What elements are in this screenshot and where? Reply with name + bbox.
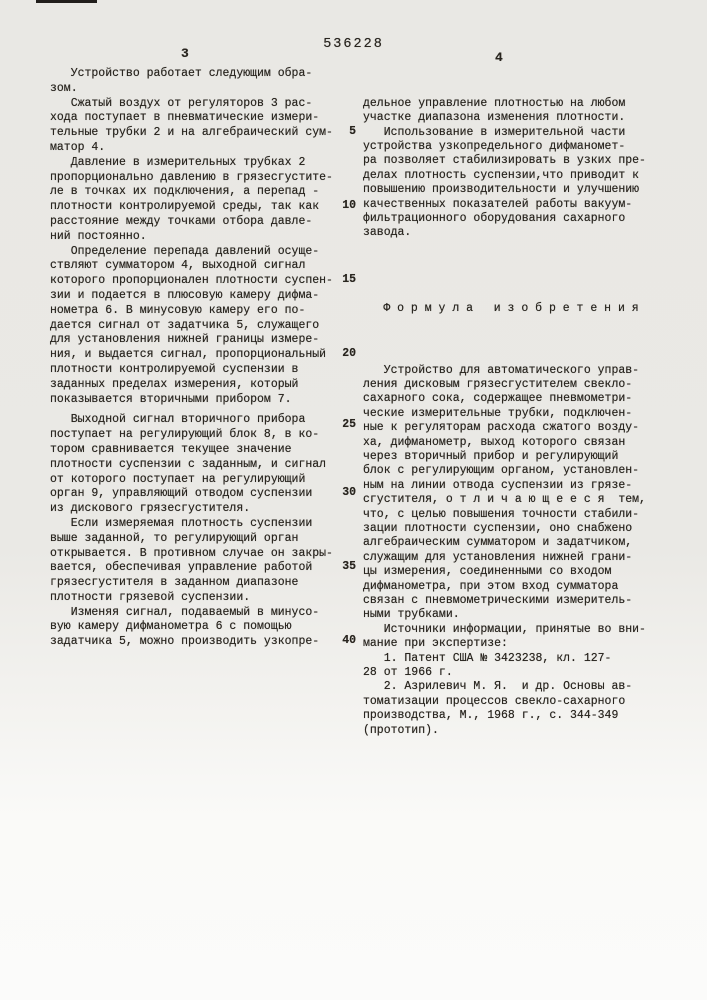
left-column-line: из дискового грязесгустителя. [50, 502, 251, 516]
right-column-line: через вторичный прибор и регулирующий [363, 449, 619, 463]
right-column-line: ные к регуляторам расхода сжатого возду- [363, 421, 640, 435]
right-column-line: ными трубками. [363, 608, 460, 622]
left-column-line: ствляют сумматором 4, выходной сигнал [50, 259, 306, 273]
right-column-line: производства, М., 1968 г., с. 344-349 [363, 709, 619, 723]
gutter-line-number: 20 [342, 347, 356, 360]
left-column-line: ле в точках их подключения, а перепад - [50, 185, 320, 199]
right-column-line: завода. [363, 226, 412, 240]
right-column-line: 2. Азрилевич М. Я. и др. Основы ав- [363, 680, 633, 694]
right-column-line: фильтрационного оборудования сахарного [363, 212, 626, 226]
right-column-text [363, 68, 659, 767]
right-column-line: 28 от 1966 г. [363, 666, 453, 680]
gutter-line-number: 30 [342, 486, 356, 499]
left-column-line: матор 4. [50, 140, 106, 154]
left-column-line: зом. [50, 81, 78, 95]
right-column-line: (прототип). [363, 723, 439, 737]
right-column-line: ра позволяет стабилизировать в узких пре- [363, 154, 646, 168]
gutter-line-number: 35 [342, 560, 356, 573]
left-column-line: орган 9, управляющий отводом суспензии [50, 487, 313, 501]
right-column-line: что, с целью повышения точности стабили- [363, 507, 640, 521]
right-page-number: 4 [495, 50, 503, 65]
gutter-line-number: 25 [342, 418, 356, 431]
left-column-line: выше заданной, то регулирующий орган [50, 531, 299, 545]
right-column-line: сахарного сока, содержащее пневмометри- [363, 392, 633, 406]
right-column-line: ха, дифманометр, выход которого связан [363, 435, 626, 449]
right-column-formula-body [363, 364, 659, 739]
gutter-line-number: 10 [342, 199, 356, 212]
gutter-line-number: 5 [349, 125, 356, 138]
right-column-line: делах плотность суспензии,что приводит к [363, 168, 640, 182]
patent-number: 536228 [323, 37, 384, 52]
left-column-line: плотности контролируемой суспензии в [50, 362, 299, 376]
right-column-line: 1. Патент США № 3423238, кл. 127- [363, 651, 612, 665]
left-page-number: 3 [181, 46, 189, 61]
right-column-line: алгебраическим сумматором и задатчиком, [363, 536, 633, 550]
left-column-line: хода поступает в пневматические измери- [50, 111, 320, 125]
gutter-line-numbers [336, 0, 356, 1000]
right-column-line: ления дисковым грязесгустителем свекло- [363, 377, 633, 391]
left-column-line: зии и подается в плюсовую камеру дифма- [50, 288, 320, 302]
gutter-line-number: 40 [342, 634, 356, 647]
left-column-line: плотности грязевой суспензии. [50, 590, 251, 604]
left-column-line: плотности суспензии с заданным, и сигнал [50, 457, 327, 471]
left-column-line: заданных пределах измерения, который [50, 377, 299, 391]
left-column-line: Давление в измерительных трубках 2 [50, 155, 306, 169]
left-column-line: ния, и выдается сигнал, пропорциональный [50, 348, 327, 362]
left-column-line: Если измеряемая плотность суспензии [50, 516, 313, 530]
right-column-line: устройства узкопредельного дифманомет- [363, 140, 626, 154]
left-column-line: Выходной сигнал вторичного прибора [50, 413, 306, 427]
left-column-line: открывается. В противном случае он закры- [50, 546, 333, 560]
left-column-line: нометра 6. В минусовую камеру его по- [50, 303, 306, 317]
right-column-line: дифманометра, при этом вход сумматора [363, 579, 619, 593]
left-column-line: грязесгустителя в заданном диапазоне [50, 576, 299, 590]
left-column-line: поступает на регулирующий блок 8, в ко- [50, 428, 320, 442]
right-column-line: Устройство для автоматического управ- [363, 363, 640, 377]
right-column-line: повышению производительности и улучшению [363, 183, 640, 197]
left-column-line: Определение перепада давлений осуще- [50, 244, 320, 258]
left-column-line: Устройство работает следующим обра- [50, 67, 313, 80]
left-column-line: для установления нижней границы измере- [50, 333, 320, 347]
right-column-line: томатизации процессов свекло-сахарного [363, 694, 626, 708]
right-column-line: служащим для установления нижней грани- [363, 550, 633, 564]
right-column-line: сгустителя, о т л и ч а ю щ е е с я тем, [363, 493, 646, 507]
left-column-line: тельные трубки 2 и на алгебраический сум- [50, 126, 333, 140]
right-column-line: зации плотности суспензии, оно снабжено [363, 521, 633, 535]
right-column-line: участке диапазона изменения плотности. [363, 111, 626, 125]
right-column-line: связан с пневмометрическими измеритель- [363, 594, 633, 607]
left-column-line: задатчика 5, можно производить узкопре- [50, 635, 320, 649]
right-column-line: ческие измерительные трубки, подключен- [363, 406, 633, 420]
left-column-line: от которого поступает на регулирующий [50, 472, 306, 486]
left-column-text [50, 67, 340, 650]
left-column-line: тором сравнивается текущее значение [50, 442, 292, 456]
left-column-line: вую камеру дифманометра 6 с помощью [50, 620, 292, 634]
right-column-line: мание при экспертизе: [363, 637, 508, 651]
left-column-line: Сжатый воздух от регуляторов 3 рас- [50, 96, 313, 110]
left-column-line: плотности контролируемой среды, так как [50, 200, 320, 214]
left-column-line: дается сигнал от задатчика 5, служащего [50, 318, 320, 332]
left-column-line: которого пропорционален плотности суспен- [50, 274, 333, 288]
left-column-line: ний постоянно. [50, 229, 147, 243]
gutter-line-number: 15 [342, 273, 356, 286]
left-column-line: Изменяя сигнал, подаваемый в минусо- [50, 605, 320, 619]
right-column-line: ным на линии отвода суспензии из грязе- [363, 478, 633, 492]
left-column-line: расстояние между точками отбора давле- [50, 214, 313, 228]
right-column-line: цы измерения, соединенными со входом [363, 565, 612, 579]
left-column-line: вается, обеспечивая управление работой [50, 561, 313, 575]
formula-heading: Ф о р м у л а и з о б р е т е н и я [383, 301, 639, 315]
left-column-line: пропорционально давлению в грязесгустите- [50, 170, 333, 184]
right-column-line: дельное управление плотностью на любом [363, 96, 626, 110]
right-column-line: качественных показателей работы вакуум- [363, 197, 633, 211]
right-column-line: Использование в измерительной части [363, 125, 626, 139]
scan-artifact-bar [36, 0, 97, 3]
left-column-line: показывается вторичными прибором 7. [50, 392, 292, 406]
right-column-intro [363, 97, 659, 241]
right-column-line: блок с регулирующим органом, установлен- [363, 464, 640, 478]
right-column-line: Источники информации, принятые во вни- [363, 622, 646, 636]
